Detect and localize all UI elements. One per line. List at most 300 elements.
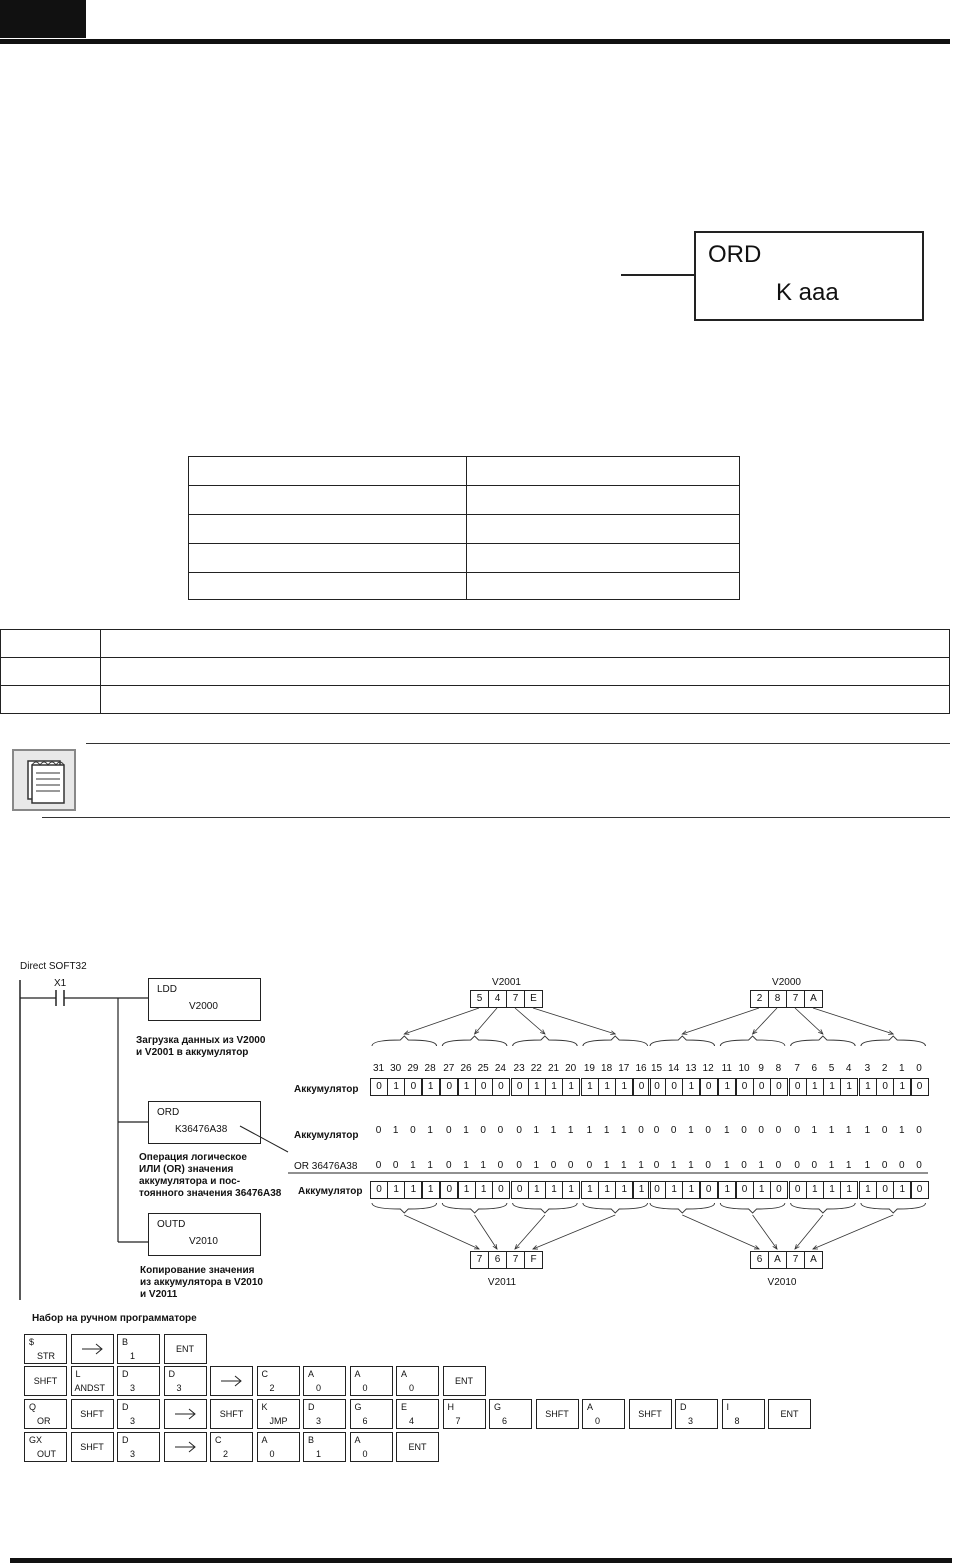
bit-cell: 0 xyxy=(700,1078,718,1096)
bit-number: 16 xyxy=(635,1063,647,1074)
bit-value: 0 xyxy=(775,1125,782,1136)
arrow-line xyxy=(682,1215,759,1249)
bit-number: 5 xyxy=(828,1063,835,1074)
bit-number: 0 xyxy=(916,1063,922,1074)
key-top-label: D xyxy=(680,1402,687,1412)
bit-number: 9 xyxy=(758,1063,764,1074)
bit-cell: 0 xyxy=(492,1181,510,1199)
v2000-label: V2000 xyxy=(772,977,801,988)
bit-cell: 0 xyxy=(475,1078,493,1096)
bit-number: 11 xyxy=(721,1063,732,1074)
bit-number: 6 xyxy=(811,1063,818,1074)
bit-number: 29 xyxy=(407,1063,419,1074)
bit-value: 0 xyxy=(446,1125,452,1136)
handheld-title: Набор на ручном программаторе xyxy=(32,1313,197,1324)
brace xyxy=(583,1036,648,1046)
bit-number: 10 xyxy=(738,1063,750,1074)
key-label: SHFT xyxy=(33,1376,58,1386)
keypad-key[interactable] xyxy=(24,1399,67,1429)
bit-cell: 0 xyxy=(511,1181,529,1199)
bit-value: 0 xyxy=(516,1125,522,1136)
right-arrow-icon xyxy=(165,1433,206,1461)
bit-cell: 0 xyxy=(440,1078,458,1096)
bit-value: 0 xyxy=(670,1125,677,1136)
comment-load: Загрузка данных из V2000 и V2001 в аккумулятор xyxy=(136,1035,266,1058)
key-top-label: A xyxy=(401,1369,408,1379)
instruction-operand: K aaa xyxy=(776,279,839,306)
keypad-key[interactable] xyxy=(117,1399,160,1429)
keypad-key[interactable] xyxy=(582,1399,625,1429)
arrow-line xyxy=(404,1215,479,1249)
bit-value: 0 xyxy=(446,1160,452,1171)
key-bottom-label: 2 xyxy=(269,1383,275,1393)
ord-operand: K36476A38 xyxy=(175,1124,228,1135)
keypad-key[interactable] xyxy=(396,1399,439,1429)
v2011-digit: 7 xyxy=(470,1251,489,1269)
arrow-line xyxy=(475,1215,497,1249)
keypad-key[interactable] xyxy=(164,1334,207,1364)
bit-value: 1 xyxy=(724,1125,730,1136)
acc-label-3: Аккумулятор xyxy=(298,1186,363,1197)
software-label: Direct SOFT32 xyxy=(20,961,87,972)
bit-value: 1 xyxy=(621,1125,627,1136)
v2000-digit: 8 xyxy=(768,990,787,1008)
key-top-label: GX xyxy=(29,1435,43,1445)
bit-cell: 1 xyxy=(545,1181,563,1199)
arrow-line xyxy=(533,1215,615,1249)
bit-value: 0 xyxy=(392,1160,399,1171)
bit-cell: 1 xyxy=(633,1181,651,1199)
key-label: SHFT xyxy=(638,1409,662,1419)
key-top-label: A xyxy=(261,1435,268,1445)
arrow-line xyxy=(515,1215,545,1249)
keypad-key[interactable] xyxy=(24,1432,67,1462)
bit-value: 1 xyxy=(603,1125,610,1136)
key-label: SHFT xyxy=(219,1409,244,1419)
bit-number: 2 xyxy=(881,1063,888,1074)
bit-value: 1 xyxy=(828,1125,835,1136)
key-bottom-label: 3 xyxy=(316,1416,322,1426)
key-bottom-label: 0 xyxy=(409,1383,415,1393)
bit-cell: 1 xyxy=(598,1078,616,1096)
bit-cell: 1 xyxy=(753,1181,771,1199)
bit-value: 1 xyxy=(688,1125,694,1136)
bit-cell: 1 xyxy=(458,1181,476,1199)
bit-value: 1 xyxy=(864,1160,871,1171)
keypad-key[interactable] xyxy=(489,1399,532,1429)
keypad-key[interactable] xyxy=(722,1399,765,1429)
key-top-label: A xyxy=(587,1402,594,1412)
bit-cell: 1 xyxy=(718,1181,736,1199)
key-bottom-label: 0 xyxy=(269,1449,275,1459)
keypad-key[interactable] xyxy=(257,1432,300,1462)
bit-value: 1 xyxy=(586,1125,593,1136)
bit-cell: 0 xyxy=(648,1078,666,1096)
bit-number: 31 xyxy=(372,1063,385,1074)
bit-value: 0 xyxy=(567,1160,574,1171)
bit-value: 0 xyxy=(653,1125,660,1136)
keypad-key[interactable] xyxy=(210,1432,253,1462)
bit-cell: 1 xyxy=(665,1181,683,1199)
bit-cell: 0 xyxy=(511,1078,529,1096)
key-top-label: D xyxy=(122,1369,129,1379)
bit-value: 1 xyxy=(480,1160,486,1171)
v2000-digit: A xyxy=(804,990,823,1008)
bit-number: 20 xyxy=(565,1063,577,1074)
bit-value: 1 xyxy=(670,1160,677,1171)
v2011-digit: 7 xyxy=(506,1251,525,1269)
brace xyxy=(791,1203,856,1213)
v2001-digit: 7 xyxy=(506,990,525,1008)
v2001-label: V2001 xyxy=(492,977,521,988)
bit-cell: 1 xyxy=(840,1078,858,1096)
arrow-key[interactable] xyxy=(71,1334,114,1364)
key-top-label: $ xyxy=(29,1337,35,1347)
brace xyxy=(442,1203,507,1213)
key-bottom-label: 2 xyxy=(223,1449,229,1459)
key-top-label: H xyxy=(447,1402,454,1412)
key-bottom-label: 0 xyxy=(316,1383,322,1393)
bit-value: 1 xyxy=(463,1125,469,1136)
key-top-label: C xyxy=(215,1435,222,1445)
bit-cell: 0 xyxy=(911,1181,929,1199)
v2010-label: V2010 xyxy=(767,1277,797,1288)
key-bottom-label: JMP xyxy=(269,1416,288,1426)
keypad-key[interactable] xyxy=(164,1366,207,1396)
or-constant-label: OR 36476A38 xyxy=(294,1161,358,1172)
brace xyxy=(791,1036,856,1046)
bit-cell: 1 xyxy=(682,1078,700,1096)
key-top-label: B xyxy=(122,1337,129,1347)
bit-cell: 1 xyxy=(718,1078,736,1096)
keypad-key[interactable] xyxy=(24,1366,67,1396)
bit-number: 26 xyxy=(460,1063,472,1074)
bit-cell: 1 xyxy=(562,1078,580,1096)
right-arrow-icon xyxy=(211,1367,252,1395)
bit-cell: 0 xyxy=(440,1181,458,1199)
bit-cell: 1 xyxy=(422,1181,440,1199)
bit-number: 15 xyxy=(650,1063,663,1074)
bit-value: 0 xyxy=(741,1125,747,1136)
bit-cell: 1 xyxy=(475,1181,493,1199)
key-label: ENT xyxy=(176,1344,194,1354)
bit-cell: 1 xyxy=(893,1181,911,1199)
key-label: ENT xyxy=(780,1409,799,1419)
key-top-label: D xyxy=(168,1369,175,1379)
bit-number: 3 xyxy=(864,1063,871,1074)
bit-cell: 1 xyxy=(682,1181,700,1199)
comment-or: Операция логическое ИЛИ (OR) значения аккумулятора и пос- тоянного значения 36476A38 xyxy=(139,1152,282,1199)
bit-value: 0 xyxy=(410,1125,416,1136)
bit-cell: 0 xyxy=(876,1078,894,1096)
bit-value: 1 xyxy=(864,1125,871,1136)
contact-label: X1 xyxy=(54,978,67,989)
bit-number: 23 xyxy=(513,1063,525,1074)
key-bottom-label: 0 xyxy=(595,1416,601,1426)
bit-number: 14 xyxy=(668,1063,680,1074)
acc-label-1: Аккумулятор xyxy=(294,1084,359,1095)
bit-value: 1 xyxy=(427,1160,433,1171)
bit-value: 1 xyxy=(638,1160,644,1171)
key-top-label: D xyxy=(122,1402,129,1412)
bit-cell: 1 xyxy=(562,1181,580,1199)
key-top-label: B xyxy=(308,1435,315,1445)
bit-value: 0 xyxy=(375,1160,382,1171)
brace xyxy=(720,1203,785,1213)
bit-number: 27 xyxy=(443,1063,455,1074)
bit-value: 1 xyxy=(427,1125,433,1136)
bit-value: 0 xyxy=(705,1160,711,1171)
bit-number: 8 xyxy=(775,1063,782,1074)
key-label: SHFT xyxy=(545,1409,569,1419)
bit-cell: 0 xyxy=(700,1181,718,1199)
brace xyxy=(583,1203,648,1213)
arrow-line xyxy=(795,1215,823,1249)
bit-number: 30 xyxy=(390,1063,402,1074)
bit-value: 0 xyxy=(741,1160,747,1171)
bit-cell: 1 xyxy=(387,1181,405,1199)
bit-value: 0 xyxy=(497,1125,504,1136)
bit-number: 22 xyxy=(530,1063,542,1074)
outd-operand: V2010 xyxy=(189,1236,218,1247)
bit-cell: 0 xyxy=(633,1078,651,1096)
bit-cell: 0 xyxy=(911,1078,929,1096)
bit-value: 1 xyxy=(811,1125,818,1136)
key-top-label: G xyxy=(494,1402,502,1412)
keypad-key[interactable] xyxy=(303,1432,346,1462)
bit-cell: 1 xyxy=(823,1078,841,1096)
bit-value: 1 xyxy=(828,1160,835,1171)
keypad-key[interactable] xyxy=(350,1399,393,1429)
bit-value: 0 xyxy=(794,1125,800,1136)
bit-cell: 1 xyxy=(840,1181,858,1199)
bit-cell: 0 xyxy=(492,1078,510,1096)
v2000-digit: 2 xyxy=(750,990,769,1008)
bit-cell: 1 xyxy=(806,1181,824,1199)
key-label: SHFT xyxy=(80,1442,104,1452)
keypad-key[interactable] xyxy=(443,1366,486,1396)
key-bottom-label: 4 xyxy=(409,1416,415,1426)
bit-cell: 1 xyxy=(458,1078,476,1096)
brace xyxy=(720,1036,785,1046)
bit-value: 1 xyxy=(724,1160,730,1171)
bit-cell: 1 xyxy=(806,1078,824,1096)
key-top-label: A xyxy=(354,1369,361,1379)
key-bottom-label: 1 xyxy=(316,1449,322,1459)
bit-cell: 1 xyxy=(615,1078,633,1096)
key-bottom-label: 6 xyxy=(502,1416,508,1426)
v2010-digit: 7 xyxy=(786,1251,805,1269)
ldd-op: LDD xyxy=(157,984,178,995)
key-top-label: G xyxy=(354,1402,362,1412)
key-bottom-label: 3 xyxy=(130,1383,136,1393)
bit-value: 0 xyxy=(550,1160,557,1171)
bit-cell: 1 xyxy=(615,1181,633,1199)
key-top-label: A xyxy=(354,1435,361,1445)
keypad-key[interactable] xyxy=(536,1399,579,1429)
bit-value: 1 xyxy=(899,1125,905,1136)
bit-value: 0 xyxy=(899,1160,905,1171)
bit-value: 0 xyxy=(775,1160,782,1171)
bit-value: 0 xyxy=(375,1125,382,1136)
keypad-key[interactable] xyxy=(71,1432,114,1462)
acc-label-2: Аккумулятор xyxy=(294,1130,359,1141)
brace xyxy=(861,1036,926,1046)
bit-value: 1 xyxy=(392,1125,399,1136)
arrow-line xyxy=(795,1008,823,1034)
key-bottom-label: 0 xyxy=(362,1383,368,1393)
bit-number: 7 xyxy=(794,1063,800,1074)
key-top-label: A xyxy=(308,1369,315,1379)
bit-number: 1 xyxy=(899,1063,905,1074)
bit-cell: 1 xyxy=(581,1181,599,1199)
bit-value: 0 xyxy=(480,1125,486,1136)
keypad-key[interactable] xyxy=(396,1432,439,1462)
bit-cell: 1 xyxy=(581,1078,599,1096)
keypad-key[interactable] xyxy=(350,1432,393,1462)
key-bottom-label: 3 xyxy=(688,1416,694,1426)
v2011-digit: F xyxy=(524,1251,543,1269)
arrow-key[interactable] xyxy=(164,1432,207,1462)
bit-cell: 0 xyxy=(789,1078,807,1096)
bit-cell: 0 xyxy=(665,1078,683,1096)
key-bottom-label: STR xyxy=(37,1351,55,1361)
bit-number: 19 xyxy=(583,1063,595,1074)
v2010-digit: A xyxy=(804,1251,823,1269)
key-label: ENT xyxy=(408,1442,427,1452)
arrow-line xyxy=(515,1008,545,1034)
bit-cell: 1 xyxy=(859,1181,877,1199)
bit-cell: 1 xyxy=(598,1181,616,1199)
bit-number: 4 xyxy=(845,1063,852,1074)
key-top-label: D xyxy=(308,1402,315,1412)
bit-cell: 1 xyxy=(422,1078,440,1096)
key-bottom-label: 0 xyxy=(362,1449,368,1459)
bit-number: 17 xyxy=(618,1063,630,1074)
keypad-key[interactable] xyxy=(396,1366,439,1396)
bit-value: 1 xyxy=(550,1125,557,1136)
key-top-label: C xyxy=(261,1369,268,1379)
bit-value: 1 xyxy=(688,1160,694,1171)
outd-op: OUTD xyxy=(157,1219,186,1230)
key-bottom-label: 3 xyxy=(176,1383,182,1393)
keypad-key[interactable] xyxy=(443,1399,486,1429)
keypad-key[interactable] xyxy=(350,1366,393,1396)
keypad-key[interactable] xyxy=(675,1399,718,1429)
bit-value: 0 xyxy=(758,1125,764,1136)
bit-value: 0 xyxy=(916,1160,922,1171)
right-arrow-icon xyxy=(165,1400,206,1428)
bit-cell: 1 xyxy=(528,1078,546,1096)
bit-cell: 0 xyxy=(736,1078,754,1096)
keypad-key[interactable] xyxy=(303,1399,346,1429)
key-top-label: E xyxy=(401,1402,408,1412)
arrow-line xyxy=(404,1008,479,1034)
keypad-key[interactable] xyxy=(24,1334,67,1364)
keypad-key[interactable] xyxy=(117,1334,160,1364)
key-bottom-label: 7 xyxy=(455,1416,461,1426)
bit-cell: 0 xyxy=(770,1181,788,1199)
keypad-key[interactable] xyxy=(117,1366,160,1396)
brace xyxy=(513,1036,578,1046)
bit-cell: 1 xyxy=(387,1078,405,1096)
brace xyxy=(372,1036,437,1046)
bit-cell: 0 xyxy=(789,1181,807,1199)
keypad-key[interactable] xyxy=(257,1366,300,1396)
bit-value: 1 xyxy=(533,1125,540,1136)
arrow-key[interactable] xyxy=(210,1366,253,1396)
ldd-operand: V2000 xyxy=(189,1001,218,1012)
keypad-key[interactable] xyxy=(257,1399,300,1429)
key-top-label: I xyxy=(726,1402,730,1412)
keypad-key[interactable] xyxy=(210,1399,253,1429)
arrow-line xyxy=(533,1008,615,1034)
keypad-key[interactable] xyxy=(303,1366,346,1396)
arrow-line xyxy=(753,1215,777,1249)
bit-value: 0 xyxy=(881,1160,888,1171)
bit-value: 1 xyxy=(758,1160,764,1171)
bit-value: 0 xyxy=(881,1125,888,1136)
comment-out: Копирование значения из аккумулятора в V2010 и V2011 xyxy=(140,1265,263,1300)
bit-cell: 1 xyxy=(404,1181,422,1199)
bit-cell: 1 xyxy=(859,1078,877,1096)
arrow-key[interactable] xyxy=(164,1399,207,1429)
bit-number: 13 xyxy=(685,1063,697,1074)
bit-cell: 0 xyxy=(370,1181,388,1199)
key-bottom-label: 6 xyxy=(362,1416,368,1426)
key-top-label: L xyxy=(75,1369,81,1379)
keypad-key[interactable] xyxy=(629,1399,672,1429)
bit-value: 1 xyxy=(533,1160,540,1171)
keypad-key[interactable] xyxy=(71,1366,114,1396)
keypad-key[interactable] xyxy=(71,1399,114,1429)
arrow-line xyxy=(813,1215,893,1249)
v2011-digit: 6 xyxy=(488,1251,507,1269)
bit-number: 18 xyxy=(601,1063,613,1074)
key-bottom-label: 1 xyxy=(130,1351,136,1361)
v2001-digit: 4 xyxy=(488,990,507,1008)
bit-value: 1 xyxy=(845,1125,852,1136)
key-bottom-label: ANDST xyxy=(74,1383,106,1393)
brace xyxy=(650,1036,715,1046)
bit-cell: 1 xyxy=(528,1181,546,1199)
brace xyxy=(650,1203,715,1213)
bit-number: 24 xyxy=(494,1063,506,1074)
bit-cell: 1 xyxy=(893,1078,911,1096)
key-bottom-label: OR xyxy=(37,1416,51,1426)
keypad-key[interactable] xyxy=(117,1432,160,1462)
bit-value: 1 xyxy=(621,1160,627,1171)
bit-value: 0 xyxy=(586,1160,593,1171)
bit-cell: 0 xyxy=(370,1078,388,1096)
key-top-label: D xyxy=(122,1435,129,1445)
bit-value: 1 xyxy=(410,1160,416,1171)
bit-value: 1 xyxy=(567,1125,574,1136)
bit-number: 25 xyxy=(477,1063,489,1074)
bit-value: 0 xyxy=(497,1160,504,1171)
bit-value: 0 xyxy=(653,1160,660,1171)
key-bottom-label: 3 xyxy=(130,1449,136,1459)
arrow-line xyxy=(682,1008,759,1034)
right-arrow-icon xyxy=(72,1335,113,1363)
keypad-key[interactable] xyxy=(768,1399,811,1429)
v2011-label: V2011 xyxy=(487,1277,517,1288)
bit-value: 0 xyxy=(794,1160,800,1171)
brace xyxy=(372,1203,437,1213)
bit-cell: 0 xyxy=(736,1181,754,1199)
arrow-line xyxy=(813,1008,893,1034)
bit-value: 0 xyxy=(516,1160,522,1171)
